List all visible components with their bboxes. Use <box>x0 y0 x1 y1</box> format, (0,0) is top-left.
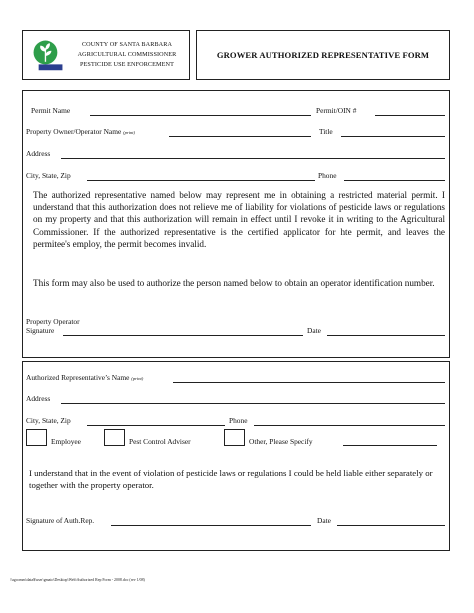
operator-phone-field[interactable] <box>344 180 445 181</box>
operator-city-field[interactable] <box>87 180 315 181</box>
operator-section <box>22 90 450 358</box>
form-header <box>22 30 450 80</box>
file-path-footer: \\agcomm\data$\user\gmaio\Desktop\Web\Authorized Rep Form - 2008.doc (rev 1/08) <box>10 578 145 582</box>
agency-name <box>65 40 189 70</box>
form-title: GROWER AUTHORIZED REPRESENTATIVE FORM <box>216 50 430 60</box>
owner-print-note: (print) <box>123 130 136 135</box>
rep-address-label: Address <box>26 394 51 403</box>
rep-name-field[interactable] <box>173 382 445 383</box>
liability-paragraph: The authorized representative named below may represent me in obtaining a restricted material permit. I understand that this authorization does not relieve me of liability for violations of pesticide laws or regulations on my property and that this authorization will remain in effect until I revoke it in writing to the Agricultural Commissioner. If the authorized representative is the certified applicator for hte permit, and leaves the permitee's employ, the permit becomes invalid. <box>33 190 445 249</box>
other-specify-field[interactable] <box>343 445 437 446</box>
title-field[interactable] <box>341 136 445 137</box>
owner-name-label <box>26 127 135 136</box>
rep-name-label <box>26 373 143 382</box>
representative-section <box>22 361 450 551</box>
permit-oin-field[interactable] <box>375 115 445 116</box>
owner-name-field[interactable] <box>169 136 311 137</box>
permit-oin-label: Permit/OIN # <box>316 106 357 115</box>
permit-name-field[interactable] <box>90 115 311 116</box>
rep-signature-label: Signature of Auth.Rep. <box>26 516 95 525</box>
county-leaf-logo-icon <box>31 38 65 72</box>
employee-label: Employee <box>51 437 81 446</box>
employee-checkbox[interactable] <box>26 429 47 446</box>
rep-name-label-text: Authorized Representative’s Name <box>26 373 130 382</box>
rep-address-field[interactable] <box>61 403 445 404</box>
permit-name-label: Permit Name <box>31 106 71 115</box>
operator-signature-field[interactable] <box>63 335 303 336</box>
signature-label-line1: Property Operator <box>26 317 80 326</box>
operator-id-paragraph: This form may also be used to authorize the person named below to obtain an operator identification number. <box>33 278 435 288</box>
pca-label: Pest Control Adviser <box>129 437 191 446</box>
rep-date-label: Date <box>317 516 331 525</box>
operator-city-label: City, State, Zip <box>26 171 71 180</box>
rep-date-field[interactable] <box>337 525 445 526</box>
rep-city-label: City, State, Zip <box>26 416 71 425</box>
other-checkbox[interactable] <box>224 429 245 446</box>
agency-line-2: AGRICULTURAL COMMISSIONER <box>77 51 177 58</box>
pca-checkbox[interactable] <box>104 429 125 446</box>
title-box <box>196 30 450 80</box>
operator-date-field[interactable] <box>327 335 445 336</box>
rep-city-field[interactable] <box>87 425 225 426</box>
signature-label-line2: Signature <box>26 326 55 335</box>
rep-print-note: (print) <box>131 376 144 381</box>
agency-box <box>22 30 190 80</box>
operator-address-label: Address <box>26 149 51 158</box>
agency-line-3: PESTICIDE USE ENFORCEMENT <box>80 61 174 68</box>
agency-line-1: COUNTY OF SANTA BARBARA <box>81 41 173 48</box>
operator-phone-label: Phone <box>318 171 337 180</box>
operator-date-label: Date <box>307 326 321 335</box>
rep-liability-paragraph: I understand that in the event of violation of pesticide laws or regulations I could be held liable either separately or together with the property operator. <box>29 468 433 490</box>
rep-phone-label: Phone <box>229 416 248 425</box>
title-label: Title <box>319 127 333 136</box>
operator-address-field[interactable] <box>61 158 445 159</box>
rep-signature-field[interactable] <box>111 525 311 526</box>
rep-phone-field[interactable] <box>254 425 445 426</box>
other-label: Other, Please Specify <box>249 437 313 446</box>
owner-name-label-text: Property Owner/Operator Name <box>26 127 122 136</box>
